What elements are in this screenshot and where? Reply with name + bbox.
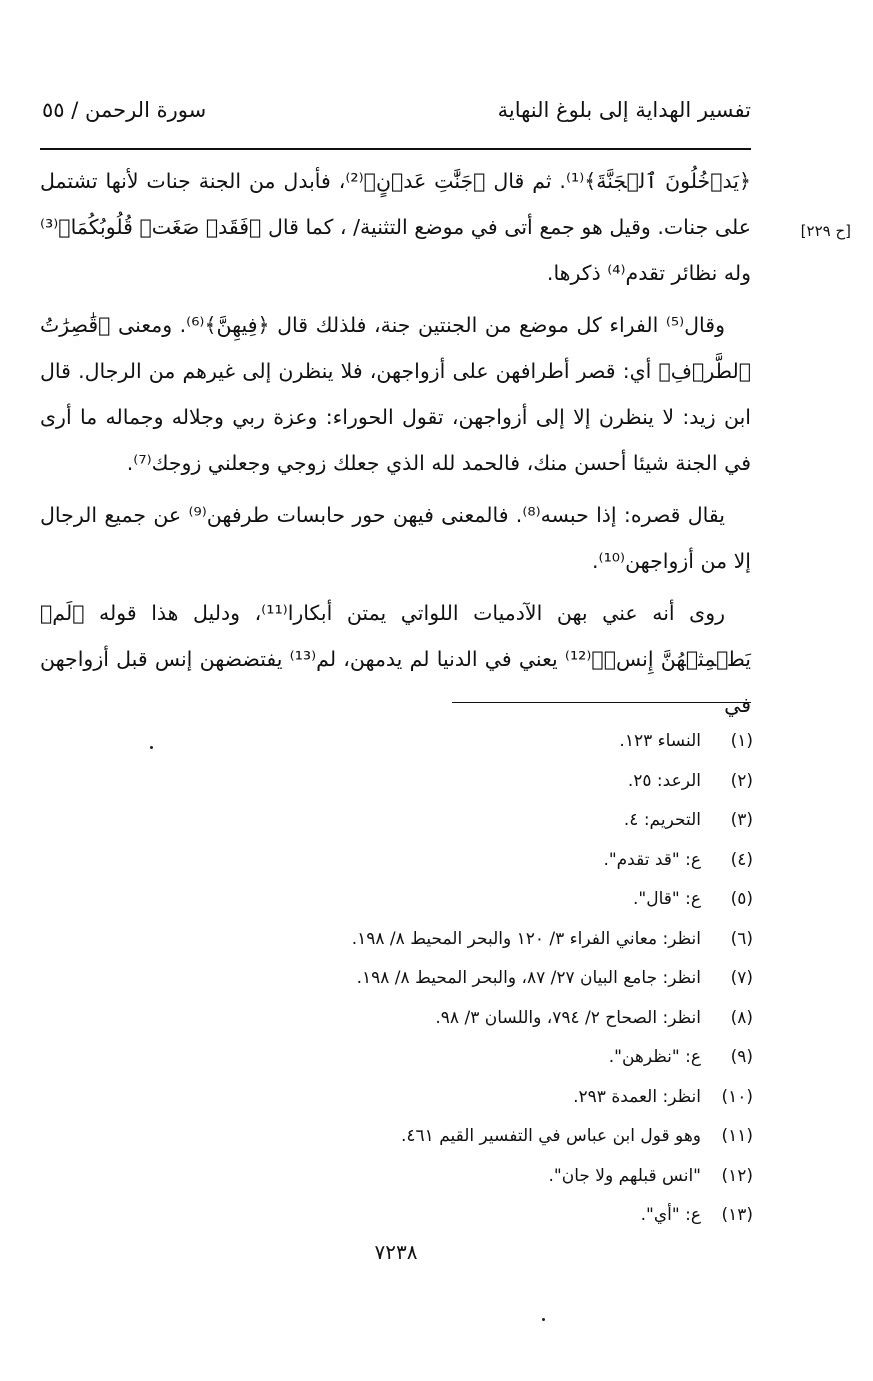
footnote-text: ع: "قال". xyxy=(633,889,701,909)
footnote-number: (٩) xyxy=(730,1047,753,1067)
footnote-text: "انس قبلهم ولا جان". xyxy=(548,1165,701,1186)
running-header-surah: سورة الرحمن / ٥٥ xyxy=(42,98,207,122)
footnote-text: ع: "قد تقدم". xyxy=(603,849,701,870)
footnote-number: (١١) xyxy=(721,1126,753,1146)
footnote xyxy=(193,722,753,762)
footnote-text: وهو قول ابن عباس في التفسير القيم ٤٦١. xyxy=(400,1126,701,1146)
footnote xyxy=(193,959,753,999)
footnote-number: (١٢) xyxy=(721,1165,753,1186)
footnote-text: ع: "أي". xyxy=(640,1205,701,1225)
paragraph: روى أنه عني بهن الآدميات اللواتي يمتن أبكارا⁽¹¹⁾، ودليل هذا قوله ﴿لَمۡ يَطۡمِثۡهُنَّ إِنسٞ﴾⁽¹²⁾ يعني في الدنيا لم يدمهن، لم⁽¹³⁾ يفتضضهن إنس قبل أزواجهن في xyxy=(40,601,751,717)
footnotes xyxy=(193,722,753,1236)
main-text xyxy=(40,158,751,734)
footnote xyxy=(193,801,753,841)
footnote xyxy=(193,880,753,920)
footnote-number: (٨) xyxy=(730,1007,753,1028)
paragraph: يقال قصره: إذا حبسه⁽⁸⁾. فالمعنى فيهن حور حابسات طرفهن⁽⁹⁾ عن جميع الرجال إلا من أزواجهن⁽¹⁰⁾. xyxy=(40,503,751,573)
footnote xyxy=(193,1078,753,1118)
footnote-number: (٧) xyxy=(730,968,753,988)
margin-reference: [ح ٢٢٩] xyxy=(800,222,851,240)
footnote-number: (٤) xyxy=(730,849,753,870)
scan-speck xyxy=(150,746,153,749)
footnote-text: الرعد: ٢٥. xyxy=(627,770,701,791)
footnote-number: (٥) xyxy=(730,889,753,909)
footnote-number: (٦) xyxy=(730,928,753,949)
header-rule xyxy=(40,148,751,150)
footnote-number: (٣) xyxy=(730,810,753,830)
footnote-text: التحريم: ٤. xyxy=(623,810,701,830)
paragraph: ﴿يَدۡخُلُونَ ٱلۡجَنَّةَ﴾⁽¹⁾. ثم قال ﴿جَنَّٰتِ عَدۡنٍ﴾⁽²⁾، فأبدل من الجنة جنات لأنها تشتمل على جنات. وقيل هو جمع أتى في موضع التثنية/ ، كما قال ﴿فَقَدۡ صَغَتۡ قُلُوبُكُمَا﴾⁽³⁾ وله نظائر تقدم⁽⁴⁾ ذكرها. xyxy=(40,169,751,285)
footnote xyxy=(193,1196,753,1236)
footnote-text: انظر: العمدة ٢٩٣. xyxy=(573,1086,701,1107)
paragraph: وقال⁽⁵⁾ الفراء كل موضع من الجنتين جنة، فلذلك قال ﴿فِيهِنَّ﴾⁽⁶⁾. ومعنى ﴿قَٰصِرَٰتُ ٱلطَّرۡفِ﴾ أي: قصر أطرافهن على أزواجهن، فلا ينظرن إلى غيرهم من الرجال. قال ابن زيد: لا ينظرن إلا إلى أزواجهن، تقول الحوراء: وعزة ربي وجلاله وجماله ما أرى في الجنة شيئا أحسن منك، فالحمد لله الذي جعلك زوجي وجعلني زوجك⁽⁷⁾. xyxy=(40,313,751,475)
footnote xyxy=(193,920,753,960)
footnote-number: (١٣) xyxy=(721,1205,753,1225)
footnote-text: انظر: جامع البيان ٢٧/ ٨٧، والبحر المحيط ٨/ ١٩٨. xyxy=(356,968,701,988)
running-header-book-title: تفسير الهداية إلى بلوغ النهاية xyxy=(497,98,751,122)
footnote-separator xyxy=(452,702,751,703)
footnote xyxy=(193,999,753,1039)
footnote-text: انظر: الصحاح ٢/ ٧٩٤، واللسان ٣/ ٩٨. xyxy=(435,1007,701,1028)
footnote xyxy=(193,1038,753,1078)
scan-speck xyxy=(542,1318,545,1321)
footnote xyxy=(193,762,753,802)
footnote xyxy=(193,1117,753,1157)
footnote-text: انظر: معاني الفراء ٣/ ١٢٠ والبحر المحيط ٨/ ١٩٨. xyxy=(351,928,701,949)
page-number: ٧٢٣٨ xyxy=(374,1240,418,1264)
footnote-text: النساء ١٢٣. xyxy=(619,731,701,751)
footnote xyxy=(193,841,753,881)
footnote-number: (٢) xyxy=(730,770,753,791)
footnote-text: ع: "نظرهن". xyxy=(608,1047,701,1067)
footnote-number: (١٠) xyxy=(721,1086,753,1107)
footnote-number: (١) xyxy=(730,731,753,751)
footnote xyxy=(193,1157,753,1197)
